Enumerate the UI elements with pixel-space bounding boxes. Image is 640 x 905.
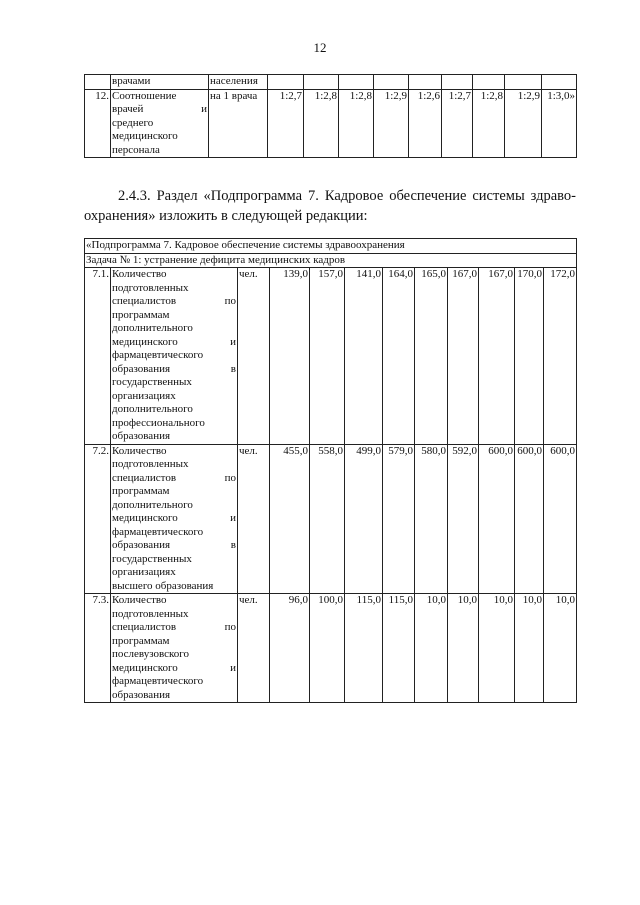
top-table-header-row — [85, 75, 577, 90]
name-line: врачей и — [112, 103, 207, 115]
cell-num: 7.2. — [85, 444, 111, 594]
cell-unit: чел. — [238, 268, 270, 445]
name-line: среднего — [112, 116, 154, 129]
name-line: послевузовского — [112, 648, 190, 660]
name-line: образования в — [112, 539, 236, 551]
cell-value: 1:2,7 — [268, 89, 304, 158]
name-line: фармацевтического — [112, 675, 204, 687]
name-line: подготовленных — [112, 458, 189, 470]
name-line: медицинского и — [112, 512, 236, 524]
cell-value: 10,0 — [415, 594, 448, 703]
cell-value: 1:2,9 — [505, 89, 542, 158]
cell-unit: чел. — [238, 444, 270, 594]
paragraph-line: 2.4.3. Раздел «Подпрограмма 7. Кадровое обеспечение системы здраво- — [118, 188, 576, 204]
table-row — [85, 444, 577, 594]
cell-value: 558,0 — [310, 444, 345, 594]
name-line: подготовленных — [112, 281, 189, 294]
table-row — [85, 594, 577, 703]
cell-value: 165,0 — [415, 268, 448, 445]
cell-value: 1:3,0» — [542, 89, 577, 158]
cell-value: 1:2,7 — [442, 89, 473, 158]
name-line: специалистов по — [112, 471, 236, 484]
cell-unit: населения — [209, 75, 268, 90]
name-line: медицинского и — [112, 661, 236, 674]
name-line: фармацевтического — [112, 349, 204, 361]
cell-num: 12. — [85, 89, 111, 158]
subprogram-title: «Подпрограмма 7. Кадровое обеспечение системы здравоохранения — [85, 239, 577, 254]
cell-value: 1:2,8 — [473, 89, 505, 158]
cell-value: 600,0 — [515, 444, 544, 594]
cell-value: 10,0 — [515, 594, 544, 703]
cell-value: 579,0 — [383, 444, 415, 594]
name-line: Количество — [112, 594, 167, 606]
table-row — [85, 89, 577, 158]
cell-num: 7.3. — [85, 594, 111, 703]
name-line: Соотношение — [112, 89, 177, 102]
name-line: персонала — [112, 143, 160, 156]
page-number: 12 — [313, 40, 327, 55]
cell-value: 167,0 — [479, 268, 515, 445]
cell-value: 1:2,8 — [304, 89, 339, 158]
cell-value: 499,0 — [345, 444, 383, 594]
section-paragraph — [84, 186, 576, 226]
table-title-row — [85, 239, 577, 254]
cell-name — [111, 268, 238, 445]
name-line: государственных — [112, 376, 192, 388]
cell-value: 1:2,8 — [339, 89, 374, 158]
name-line: государственных — [112, 552, 192, 565]
name-line: Количество — [112, 268, 167, 280]
name-line: образования — [112, 430, 171, 442]
name-line: дополнительного — [112, 322, 193, 334]
cell-value: 600,0 — [544, 444, 577, 594]
name-line: программам — [112, 634, 170, 647]
cell-value: 164,0 — [383, 268, 415, 445]
name-line: высшего образования — [112, 579, 214, 592]
name-line: медицинского — [112, 130, 178, 142]
cell-name — [111, 444, 238, 594]
name-line: специалистов по — [112, 621, 236, 633]
cell-value: 10,0 — [479, 594, 515, 703]
cell-value: 100,0 — [310, 594, 345, 703]
cell-value: 96,0 — [270, 594, 310, 703]
name-line: дополнительного — [112, 498, 193, 511]
name-line: специалистов по — [112, 295, 236, 307]
name-line: образования — [112, 688, 171, 701]
cell-value: 600,0 — [479, 444, 515, 594]
name-line: профессионального — [112, 416, 205, 429]
cell-value: 115,0 — [345, 594, 383, 703]
cell-value: 167,0 — [448, 268, 479, 445]
cell-value: 141,0 — [345, 268, 383, 445]
table-row — [85, 268, 577, 445]
cell-num: 7.1. — [85, 268, 111, 445]
name-line: программам — [112, 485, 170, 497]
name-line: образования в — [112, 362, 236, 375]
cell-value: 1:2,9 — [374, 89, 409, 158]
name-line: организациях — [112, 389, 176, 402]
top-table — [84, 74, 577, 158]
cell-name: врачами — [111, 75, 209, 90]
name-line: дополнительного — [112, 403, 193, 415]
cell-value: 115,0 — [383, 594, 415, 703]
paragraph-line: охранения» изложить в следующей редакции: — [84, 208, 368, 224]
cell-value: 580,0 — [415, 444, 448, 594]
cell-unit: чел. — [238, 594, 270, 703]
cell-value: 1:2,6 — [409, 89, 442, 158]
cell-value: 592,0 — [448, 444, 479, 594]
cell-value: 170,0 — [515, 268, 544, 445]
cell-value: 172,0 — [544, 268, 577, 445]
name-line: программам — [112, 308, 170, 321]
cell-value: 157,0 — [310, 268, 345, 445]
subprogram-table — [84, 238, 577, 703]
cell-value: 455,0 — [270, 444, 310, 594]
name-line: организациях — [112, 566, 176, 578]
cell-value: 10,0 — [544, 594, 577, 703]
name-line: Количество — [112, 444, 167, 457]
table-task-row — [85, 253, 577, 268]
cell-value: 139,0 — [270, 268, 310, 445]
cell-unit: на 1 врача — [209, 89, 268, 158]
name-line: медицинского и — [112, 335, 236, 348]
cell-name — [111, 594, 238, 703]
task-title: Задача № 1: устранение дефицита медицинских кадров — [85, 253, 577, 268]
cell-value: 10,0 — [448, 594, 479, 703]
name-line: фармацевтического — [112, 525, 204, 538]
name-line: подготовленных — [112, 607, 189, 620]
cell-name — [111, 89, 209, 158]
